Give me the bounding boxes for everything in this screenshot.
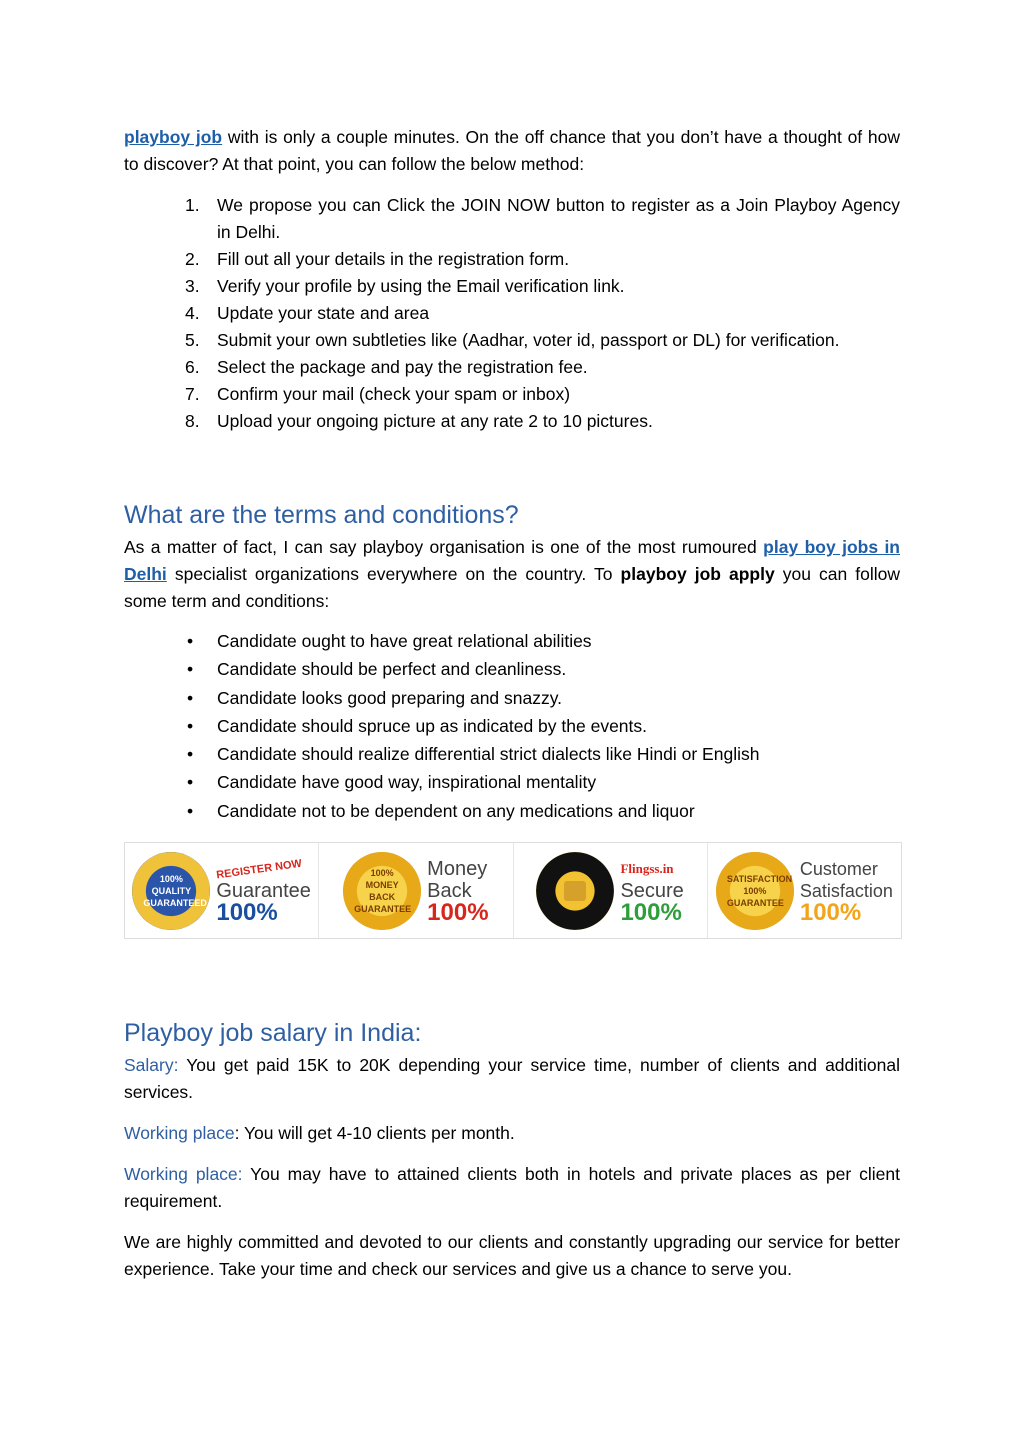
salary-heading: Playboy job salary in India:: [124, 1019, 422, 1047]
working-place-paragraph-1: [124, 1120, 900, 1147]
bullet-text: Candidate should realize differential strict dialects like Hindi or English: [217, 744, 760, 765]
step-text: Confirm your mail (check your spam or inbox): [217, 384, 571, 404]
satisfaction-percent: 100%: [799, 898, 862, 926]
salary-section: [124, 1052, 900, 1283]
satisfaction-badge: [708, 843, 901, 938]
satisfaction-seal-icon: SATISFACTION 100% GUARANTEE: [716, 852, 794, 930]
guarantee-badges-banner: [124, 842, 902, 939]
salary-paragraph: [124, 1052, 900, 1106]
intro-paragraph: [124, 124, 900, 178]
bullet-icon: •: [187, 659, 194, 680]
bullet-icon: •: [187, 744, 194, 765]
working-place-label: Working place:: [124, 1164, 243, 1184]
bullet-text: Candidate looks good preparing and snazzy.: [217, 687, 563, 708]
salary-label: Salary:: [124, 1055, 179, 1075]
guarantee-text: [216, 858, 311, 924]
lock-icon: [564, 881, 586, 901]
money-back-text: [427, 858, 488, 924]
bullet-text: Candidate not to be dependent on any medications and liquor: [217, 800, 695, 821]
list-item: [187, 655, 900, 683]
step-text: Select the package and pay the registration fee.: [217, 357, 588, 377]
terms-paragraph: [124, 534, 900, 615]
step-number: 1.: [185, 195, 200, 215]
list-item: [187, 627, 900, 655]
list-item: [185, 408, 900, 435]
satisfaction-label: Satisfaction: [799, 880, 893, 901]
step-text: Submit your own subtleties like (Aadhar, voter id, passport or DL) for verification.: [217, 330, 840, 350]
list-item: [185, 354, 900, 381]
bullet-text: Candidate have good way, inspirational mentality: [217, 772, 597, 793]
step-number: 3.: [185, 276, 200, 296]
terms-text-2: specialist organizations everywhere on the country. To: [166, 564, 621, 584]
step-number: 5.: [185, 330, 200, 350]
list-item: [187, 740, 900, 768]
step-number: 4.: [185, 303, 200, 323]
step-text: Upload your ongoing picture at any rate 2 to 10 pictures.: [217, 411, 653, 431]
secure-badge: [514, 843, 708, 938]
back-label: Back: [427, 879, 472, 902]
money-back-seal-icon: 100% MONEY BACK GUARANTEE: [343, 852, 421, 930]
money-back-percent: 100%: [427, 898, 489, 926]
terms-heading: What are the terms and conditions?: [124, 501, 519, 529]
lock-seal-icon: [536, 852, 614, 930]
list-item: [187, 797, 900, 825]
register-now-stamp: REGISTER NOW: [215, 857, 303, 882]
step-text: We propose you can Click the JOIN NOW button to register as a Join Playboy Agency in Delhi.: [217, 195, 900, 242]
quality-seal-icon: 100% QUALITY GUARANTEED: [132, 852, 210, 930]
step-text: Fill out all your details in the registration form.: [217, 249, 570, 269]
intro-text: with is only a couple minutes. On the off chance that you don’t have a thought of how to discover? At that point, you can follow the below method:: [124, 127, 900, 174]
working-place-label: Working place: [124, 1123, 235, 1143]
step-text: Verify your profile by using the Email verification link.: [217, 276, 625, 296]
step-number: 8.: [185, 411, 200, 431]
money-label: Money: [427, 857, 488, 880]
list-item: [185, 246, 900, 273]
satisfaction-text: [800, 858, 893, 924]
step-number: 2.: [185, 249, 200, 269]
list-item: [185, 300, 900, 327]
quality-guarantee-badge: [125, 843, 319, 938]
working-place-text: You may have to attained clients both in hotels and private places as per client requirement.: [124, 1164, 900, 1211]
terms-text-1: As a matter of fact, I can say playboy organisation is one of the most rumoured: [124, 537, 764, 557]
list-item: [185, 381, 900, 408]
flingss-brand: Flingss.in: [620, 860, 674, 876]
play-boy-jobs-delhi-link[interactable]: play boy jobs in Delhi: [124, 537, 900, 584]
secure-text: [620, 858, 683, 924]
working-place-text: : You will get 4-10 clients per month.: [234, 1123, 515, 1143]
money-back-badge: [319, 843, 513, 938]
step-number: 6.: [185, 357, 200, 377]
guarantee-percent: 100%: [216, 898, 278, 926]
list-item: [187, 768, 900, 796]
step-text: Update your state and area: [217, 303, 430, 323]
guarantee-label: Guarantee: [216, 879, 311, 902]
terms-text-3: you can follow some term and conditions:: [124, 564, 900, 611]
list-item: [187, 712, 900, 740]
bullet-text: Candidate should be perfect and cleanliness.: [217, 659, 567, 680]
bullet-icon: •: [187, 631, 194, 651]
customer-label: Customer: [799, 858, 878, 879]
bullet-icon: •: [187, 715, 194, 736]
document-page: [124, 124, 900, 435]
list-item: [185, 192, 900, 246]
bullet-icon: •: [187, 687, 194, 708]
bullet-icon: •: [187, 772, 194, 793]
playboy-job-apply-bold: playboy job apply: [620, 564, 775, 584]
step-number: 7.: [185, 384, 200, 404]
terms-section: [124, 534, 900, 825]
list-item: [185, 327, 900, 354]
bullet-text: Candidate ought to have great relational abilities: [217, 631, 592, 651]
bullet-icon: •: [187, 800, 194, 821]
steps-list: [124, 192, 900, 435]
list-item: [185, 273, 900, 300]
secure-percent: 100%: [620, 898, 682, 926]
terms-bullet-list: [124, 627, 900, 825]
salary-text: You get paid 15K to 20K depending your service time, number of clients and additional services.: [124, 1055, 900, 1102]
secure-label: Secure: [620, 879, 684, 902]
list-item: [187, 684, 900, 712]
bullet-text: Candidate should spruce up as indicated by the events.: [217, 715, 648, 736]
closing-paragraph: We are highly committed and devoted to our clients and constantly upgrading our service for better experience. Take your time and check our services and give us a chance to serve you.: [124, 1232, 900, 1279]
playboy-job-link[interactable]: playboy job: [124, 127, 223, 147]
working-place-paragraph-2: [124, 1161, 900, 1215]
